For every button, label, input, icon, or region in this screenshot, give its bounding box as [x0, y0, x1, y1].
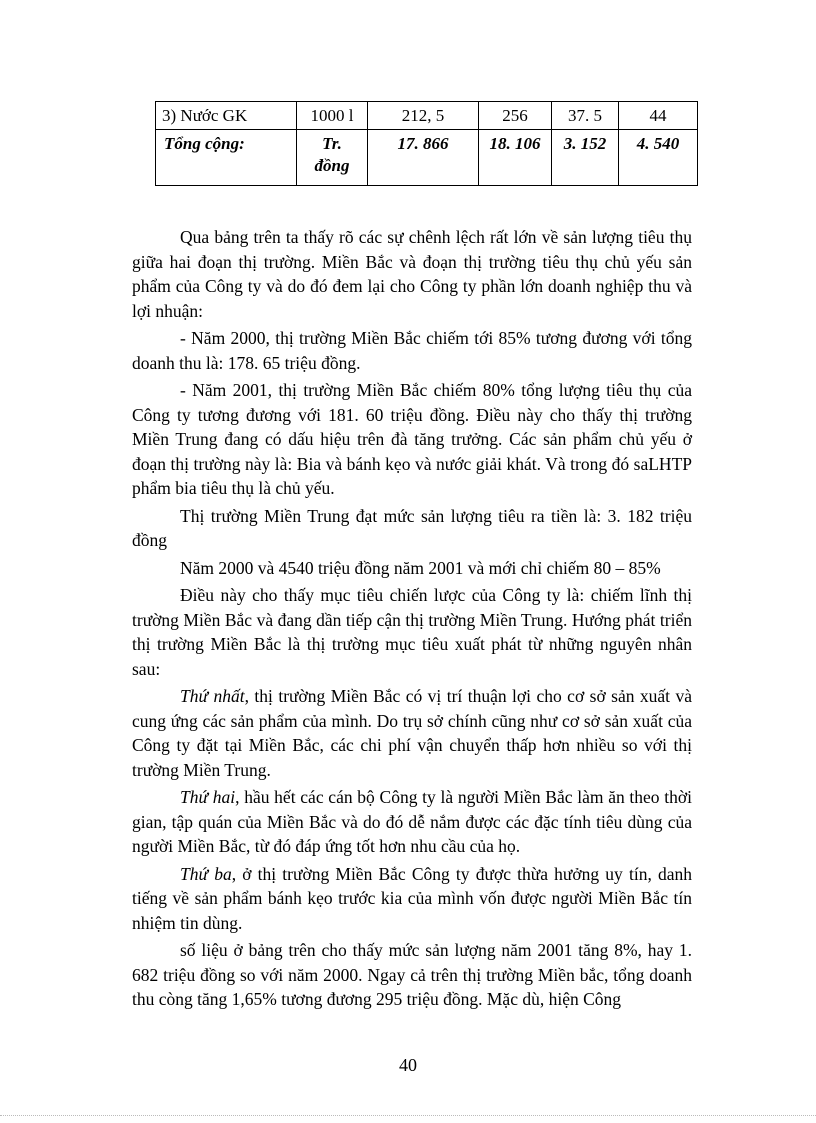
table-cell: 3. 152 [552, 130, 619, 186]
paragraph: - Năm 2001, thị trường Miền Bắc chiếm 80% tổng lượng tiêu thụ của Công ty tương đương với 181. 60 triệu đồng. Điều này cho thấy thị trường Miền Trung đang có dấu hiệu trên đà tăng trưởng. Các sản phẩm chủ yếu ở đoạn thị trường này là: Bia và bánh kẹo và nước giải khát. Và trong đó saLHTP phẩm bia tiêu thụ là chủ yếu. [132, 380, 692, 498]
paragraph [132, 862, 692, 936]
paragraph [132, 684, 692, 782]
table-cell: 256 [479, 102, 552, 130]
paragraph-text: , ở thị trường Miền Bắc Công ty được thừa hưởng uy tín, danh tiếng về sản phẩm bánh kẹo trước kia của mình vốn được người Miền Bắc tín nhiệm tin dùng. [132, 863, 692, 933]
paragraph-text: , hầu hết các cán bộ Công ty là người Miền Bắc làm ăn theo thời gian, tập quán của Miền Bắc và do đó dễ nắm được các đặc tính tiêu dùng của người Miền Bắc, từ đó đáp ứng tốt hơn nhu cầu của họ. [132, 787, 692, 856]
table-cell: 37. 5 [552, 102, 619, 130]
table-cell: 17. 866 [368, 130, 479, 186]
table-total-row [156, 130, 698, 186]
paragraph: Thị trường Miền Trung đạt mức sản lượng tiêu ra tiền là: 3. 182 triệu đồng [132, 505, 692, 550]
paragraph: Năm 2000 và 4540 triệu đồng năm 2001 và mới chỉ chiếm 80 – 85% [180, 557, 661, 578]
paragraph: Điều này cho thấy mục tiêu chiến lược của Công ty là: chiếm lĩnh thị trường Miền Bắc và đang dần tiếp cận thị trường Miền Trung. Hướng phát triển thị trường Miền Bắc là thị trường mục tiêu xuất phát từ những nguyên nhân sau: [132, 585, 692, 679]
paragraph: Qua bảng trên ta thấy rõ các sự chênh lệch rất lớn về sản lượng tiêu thụ giữa hai đoạn thị trường. Miền Bắc và đoạn thị trường tiêu thụ chủ yếu sản phẩm của Công ty và do đó đem lại cho Công ty phần lớn doanh nghiệp thu và lợi nhuận: [132, 227, 692, 321]
table-cell: 44 [619, 102, 698, 130]
paragraph: số liệu ở bảng trên cho thấy mức sản lượng năm 2001 tăng 8%, hay 1. 682 triệu đồng so với năm 2000. Ngay cả trên thị trường Miền bắc, tổng doanh thu còng tăng 1,65% tương đương 295 triệu đồng. Mặc dù, hiện Công [132, 940, 692, 1009]
body-text [132, 225, 692, 1015]
table-cell: Tổng cộng: [156, 130, 297, 186]
paragraph [132, 785, 692, 859]
table-cell: 18. 106 [479, 130, 552, 186]
table-cell: 3) Nước GK [156, 102, 297, 130]
table-cell: 4. 540 [619, 130, 698, 186]
footer-divider [0, 1115, 816, 1116]
table-row [156, 102, 698, 130]
table-cell: Tr. đồng [297, 130, 368, 186]
paragraph-lead: Thứ ba [180, 863, 232, 884]
paragraph-lead: Thứ nhất [180, 686, 245, 706]
table-cell: 1000 l [297, 102, 368, 130]
paragraph: - Năm 2000, thị trường Miền Bắc chiếm tới 85% tương đương với tổng doanh thu là: 178. 65 triệu đồng. [132, 328, 692, 373]
sales-table [155, 101, 698, 186]
paragraph-text: , thị trường Miền Bắc có vị trí thuận lợi cho cơ sở sản xuất và cung ứng các sản phẩm của mình. Do trụ sở chính cũng như cơ sở sản xuất của Công ty đặt tại Miền Bắc, các chi phí vận chuyển thấp hơn nhiều so với thị trường Miền Trung. [132, 686, 693, 780]
page-number: 40 [399, 1055, 417, 1075]
table-cell: 212, 5 [368, 102, 479, 130]
paragraph-lead: Thứ hai [180, 787, 236, 807]
